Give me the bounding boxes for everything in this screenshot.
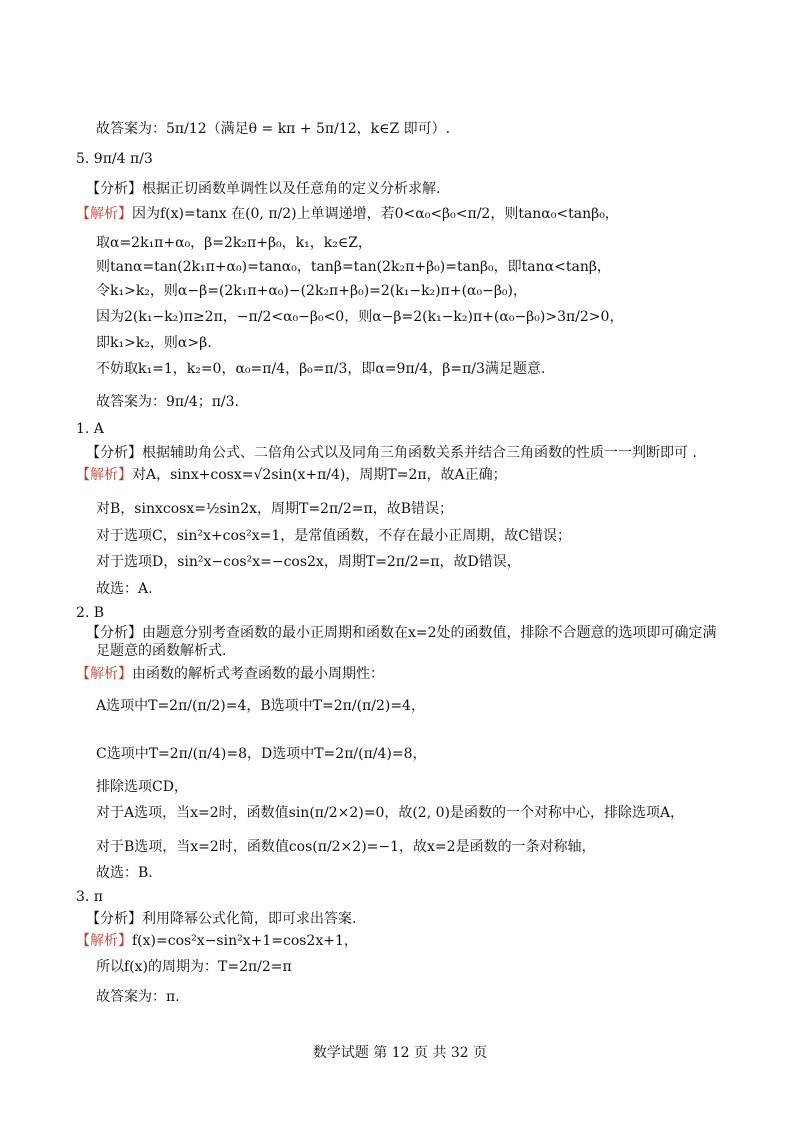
text-line: 取α=2k₁π+α₀，β=2k₂π+β₀，k₁，k₂∈Z， bbox=[96, 235, 372, 251]
solution-tag: 【解析】 bbox=[76, 206, 132, 222]
solution-text: 因为f(x)=tanx 在(0, π/2)上单调递增，若0<α₀<β₀<π/2，则tanα₀<tanβ₀， bbox=[132, 206, 619, 222]
question-number-line: 1. A bbox=[76, 421, 104, 437]
text-line: 所以f(x)的周期为：T=2π/2=π bbox=[96, 959, 292, 975]
solution-line bbox=[76, 665, 384, 683]
solution-line bbox=[76, 466, 507, 484]
text-line: 即k₁>k₂，则α>β. bbox=[96, 335, 212, 351]
text-line: 令k₁>k₂，则α−β=(2k₁π+α₀)−(2k₂π+β₀)=2(k₁−k₂)π+(α₀−β₀)， bbox=[96, 283, 527, 299]
text-line: 对于选项C，sin²x+cos²x=1，是常值函数，不存在最小正周期，故C错误； bbox=[96, 528, 571, 544]
analysis-line: 【分析】根据正切函数单调性以及任意角的定义分析求解. bbox=[86, 181, 441, 197]
text-line: 故选：B. bbox=[96, 865, 153, 881]
text-line: 不妨取k₁=1，k₂=0，α₀=π/4，β₀=π/3，即α=9π/4，β=π/3满足题意. bbox=[96, 361, 546, 377]
solution-text: 由函数的解析式考查函数的最小周期性： bbox=[132, 666, 384, 682]
text-line: 对于选项D，sin²x−cos²x=−cos2x，周期T=2π/2=π，故D错误， bbox=[96, 554, 521, 570]
analysis-line: 【分析】利用降幂公式化简，即可求出答案. bbox=[86, 911, 357, 927]
text-line: 故选：A. bbox=[96, 581, 153, 597]
text-line: 对于B选项，当x=2时，函数值cos(π/2×2)=−1，故x=2是函数的一条对称轴， bbox=[96, 839, 596, 855]
solution-text: f(x)=cos²x−sin²x+1=cos2x+1， bbox=[132, 933, 358, 949]
text-line: 则tanα=tan(2k₁π+α₀)=tanα₀，tanβ=tan(2k₂π+β₀)=tanβ₀，即tanα<tanβ， bbox=[96, 259, 611, 275]
text-line: 故答案为：π. bbox=[96, 989, 180, 1005]
solution-text: 对A，sinx+cosx=√2sin(x+π/4)，周期T=2π，故A正确； bbox=[132, 467, 507, 483]
text-line: C选项中T=2π/(π/4)=8，D选项中T=2π/(π/4)=8， bbox=[96, 746, 427, 762]
text-line: 对于A选项，当x=2时，函数值sin(π/2×2)=0，故(2, 0)是函数的一个对称中心，排除选项A， bbox=[96, 805, 685, 821]
solution-tag: 【解析】 bbox=[76, 467, 132, 483]
text-line: A选项中T=2π/(π/2)=4，B选项中T=2π/(π/2)=4， bbox=[96, 698, 425, 714]
question-number-line: 5. 9π/4 π/3 bbox=[76, 151, 153, 167]
analysis-line: 【分析】由题意分别考查函数的最小正周期和函数在x=2处的函数值，排除不合题意的选项即可确定满 bbox=[86, 625, 717, 641]
solution-line bbox=[76, 932, 358, 950]
analysis-line: 【分析】根据辅助角公式、二倍角公式以及同角三角函数关系并结合三角函数的性质一一判断即可 . bbox=[86, 445, 697, 461]
question-number-line: 2. B bbox=[76, 605, 105, 621]
text-line: 故答案为：9π/4；π/3. bbox=[96, 394, 240, 410]
question-number-line: 3. π bbox=[76, 889, 104, 905]
solution-tag: 【解析】 bbox=[76, 666, 132, 682]
text-line: 排除选项CD， bbox=[96, 779, 188, 795]
solution-line bbox=[76, 205, 619, 223]
text-line: 足题意的函数解析式. bbox=[96, 643, 227, 659]
text-line: 对B，sinxcosx=½sin2x，周期T=2π/2=π，故B错误； bbox=[96, 501, 454, 517]
text-line: 故答案为：5π/12（满足θ = kπ + 5π/12，k∈Z 即可）. bbox=[96, 121, 451, 137]
text-line: 因为2(k₁−k₂)π≥2π，−π/2<α₀−β₀<0，则α−β=2(k₁−k₂)π+(α₀−β₀)>3π/2>0， bbox=[96, 309, 624, 325]
solution-tag: 【解析】 bbox=[76, 933, 132, 949]
page-footer: 数学试题 第 12 页 共 32 页 bbox=[312, 1045, 488, 1061]
